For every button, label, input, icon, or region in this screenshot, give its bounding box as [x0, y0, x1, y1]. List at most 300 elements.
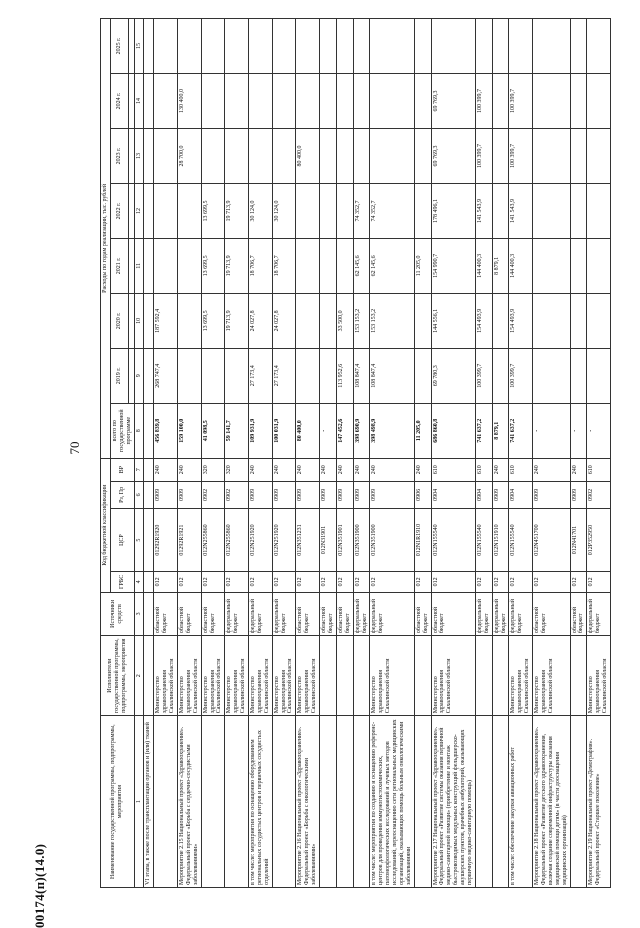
table-cell: 01292R1921	[178, 509, 202, 572]
table-cell: 69 769,3	[431, 129, 475, 184]
table-cell: Министерство здравоохранения Сахалинской области	[272, 636, 296, 716]
table-cell: 0909	[320, 481, 337, 508]
header-name: Наименование государственной программы, подпрограммы, мероприятия	[101, 716, 135, 888]
table-cell: 0909	[296, 481, 320, 508]
table-cell	[320, 348, 337, 403]
table-cell: 012	[201, 572, 225, 593]
table-cell: 154 493,9	[509, 293, 533, 348]
table-cell	[336, 716, 353, 888]
table-cell: 320	[225, 458, 249, 481]
table-cell	[533, 19, 570, 74]
table-cell	[570, 716, 587, 888]
table-cell: 610	[431, 458, 475, 481]
table-cell	[296, 348, 320, 403]
table-cell: 0902	[587, 481, 611, 508]
header-expenses: Расходы по годам реализации, тыс. рублей	[101, 19, 111, 459]
table-body	[144, 19, 611, 888]
table-cell: Мероприятие 2.15 Национальный проект «Здравоохранение». Федеральный проект «Борьба с сердечно-сосудистыми заболеваниями»	[178, 716, 202, 888]
table-cell: областной бюджет	[570, 592, 587, 636]
header-year: 2019 г.	[110, 348, 128, 403]
column-number: 11	[134, 238, 144, 293]
table-cell: 012N31901	[320, 509, 337, 572]
table-cell: -	[320, 403, 337, 458]
header-year: 2024 г.	[110, 74, 128, 129]
table-cell: Министерство здравоохранения Сахалинской области	[249, 636, 273, 716]
table-cell: Министерство здравоохранения Сахалинской области	[509, 636, 533, 716]
table-cell	[296, 74, 320, 129]
table-cell: в том числе: мероприятия по созданию и оснащению референс-центров для проведения иммуногистохимических, патоморфологических исследований и лучевых методов исследований, переоснащению сети региональных медицинских организаций, оказывающих помощь больным онкологическими заболеваниями	[370, 716, 414, 888]
table-cell: федеральный бюджет	[370, 592, 414, 636]
table-cell: 154 493,9	[475, 293, 492, 348]
table-cell	[201, 19, 225, 74]
table-cell: 0909	[353, 481, 370, 508]
table-cell: областной бюджет	[178, 592, 202, 636]
table-cell: 240	[320, 458, 337, 481]
table-cell	[353, 636, 370, 716]
table-row	[353, 19, 370, 888]
header-executor: Исполнители государственной программы, подпрограммы, мероприятия	[101, 636, 135, 716]
column-number: 6	[134, 481, 144, 508]
table-cell	[587, 74, 611, 129]
table-cell	[320, 293, 337, 348]
table-cell	[570, 348, 587, 403]
table-cell: 012N351900	[370, 509, 414, 572]
header-year: 2025 г.	[110, 19, 128, 74]
table-cell: 144 400,3	[509, 238, 533, 293]
column-number: 5	[134, 509, 144, 572]
header-year: 2022 г.	[110, 183, 128, 238]
table-cell	[178, 183, 202, 238]
table-cell	[475, 636, 492, 716]
table-cell: 0906	[414, 481, 431, 508]
table-cell: Мероприятие 2.16 Национальный проект «Здравоохранение». Федеральный проект «Борьба с онкологическими заболеваниями»	[296, 716, 320, 888]
table-cell: 012N255860	[225, 509, 249, 572]
table-cell: 741 637,2	[475, 403, 492, 458]
table-cell: 012	[154, 572, 178, 593]
table-cell: 144 400,3	[475, 238, 492, 293]
table-cell: 398 498,9	[370, 403, 414, 458]
table-cell: 012	[178, 572, 202, 593]
table-cell: 59 141,7	[225, 403, 249, 458]
table-cell	[587, 293, 611, 348]
table-row	[475, 19, 492, 888]
table-cell: 012	[509, 572, 533, 593]
table-cell: 012	[320, 572, 337, 593]
table-cell: 141 543,9	[475, 183, 492, 238]
table-cell: 240	[296, 458, 320, 481]
table-cell	[272, 716, 296, 888]
table-cell	[296, 238, 320, 293]
table-cell: 113 952,6	[336, 348, 353, 403]
table-cell: 012N255860	[201, 509, 225, 572]
header-year: 2021 г.	[110, 238, 128, 293]
table-cell: областной бюджет	[296, 592, 320, 636]
table-cell: 012N155540	[509, 509, 533, 572]
table-cell: 141 543,9	[509, 183, 533, 238]
table-cell	[178, 348, 202, 403]
table-cell: федеральный бюджет	[353, 592, 370, 636]
table-cell	[414, 183, 431, 238]
table-cell: областной бюджет	[533, 592, 570, 636]
table-cell: 28 700,0	[178, 129, 202, 184]
table-cell: 012	[225, 572, 249, 593]
table-cell: федеральный бюджет	[509, 592, 533, 636]
table-cell	[370, 129, 414, 184]
table-cell: 012N251920	[249, 509, 273, 572]
table-cell: федеральный бюджет	[492, 592, 509, 636]
table-cell	[414, 348, 431, 403]
table-cell	[414, 19, 431, 74]
table-cell	[336, 74, 353, 129]
table-cell: 0909	[570, 481, 587, 508]
table-cell: 012	[431, 572, 475, 593]
table-cell: 100 399,7	[475, 348, 492, 403]
table-cell: 80 400,0	[296, 129, 320, 184]
table-cell	[144, 74, 154, 129]
table-cell	[201, 129, 225, 184]
column-number: 13	[134, 129, 144, 184]
table-row	[144, 19, 154, 888]
table-cell	[336, 183, 353, 238]
table-cell: областной бюджет	[414, 592, 431, 636]
column-number: 7	[134, 458, 144, 481]
table-cell: 240	[272, 458, 296, 481]
table-cell: 19 713,9	[225, 293, 249, 348]
table-cell	[533, 348, 570, 403]
table-cell	[144, 481, 154, 508]
table-cell	[570, 293, 587, 348]
table-cell: Министерство здравоохранения Сахалинской области	[533, 636, 570, 716]
column-number: 15	[134, 19, 144, 74]
table-row	[492, 19, 509, 888]
table-cell	[296, 183, 320, 238]
table-cell: VI этапа, в также после трансплантации органов и (или) тканей	[144, 716, 154, 888]
table-cell: 153 153,2	[370, 293, 414, 348]
table-row	[225, 19, 249, 888]
table-cell: 8 879,1	[492, 238, 509, 293]
table-cell: 62 145,6	[370, 238, 414, 293]
header-year: 2020 г.	[110, 293, 128, 348]
table-cell: 100 399,7	[509, 348, 533, 403]
header-vr: ВР	[110, 458, 134, 481]
table-row	[336, 19, 353, 888]
table-cell: 012P352950	[587, 509, 611, 572]
table-cell	[178, 238, 202, 293]
header-grbs: ГРБС	[110, 572, 134, 593]
table-cell: 012	[533, 572, 570, 593]
header-total: всего по государственной программе	[110, 403, 134, 458]
table-cell: 012N351901	[336, 509, 353, 572]
table-cell	[475, 716, 492, 888]
table-cell	[201, 716, 225, 888]
table-cell: 240	[249, 458, 273, 481]
table-cell	[431, 19, 475, 74]
table-cell: федеральный бюджет	[225, 592, 249, 636]
table-cell	[492, 74, 509, 129]
column-number: 2	[134, 636, 144, 716]
table-cell: Министерство здравоохранения Сахалинской области	[587, 636, 611, 716]
table-cell	[533, 74, 570, 129]
table-cell: 159 100,0	[178, 403, 202, 458]
table-cell	[570, 19, 587, 74]
table-cell: 0909	[492, 481, 509, 508]
table-cell	[144, 129, 154, 184]
table-cell: 012	[353, 572, 370, 593]
table-cell: 74 352,7	[370, 183, 414, 238]
table-cell	[225, 74, 249, 129]
table-cell: 012	[370, 572, 414, 593]
table-cell: 456 839,8	[154, 403, 178, 458]
table-cell: 240	[414, 458, 431, 481]
table-cell	[570, 183, 587, 238]
table-cell	[570, 238, 587, 293]
table-cell: 610	[475, 458, 492, 481]
table-cell: 11 205,0	[414, 403, 431, 458]
header-kbk: Код бюджетной классификации	[101, 458, 111, 592]
table-cell	[570, 636, 587, 716]
table-cell	[492, 129, 509, 184]
table-cell: 01292R1920	[154, 509, 178, 572]
document-code: 00174(п)(14.0)	[32, 843, 47, 928]
table-cell: 100 399,7	[475, 74, 492, 129]
table-cell	[272, 74, 296, 129]
table-cell	[370, 74, 414, 129]
table-row	[320, 19, 337, 888]
table-cell: 268 747,4	[154, 348, 178, 403]
table-cell: 0909	[370, 481, 414, 508]
table-cell	[201, 348, 225, 403]
table-row	[154, 19, 178, 888]
table-cell	[320, 74, 337, 129]
table-row	[249, 19, 273, 888]
table-cell: федеральный бюджет	[249, 592, 273, 636]
table-cell	[320, 19, 337, 74]
table-cell	[249, 129, 273, 184]
table-cell: 187 592,4	[154, 293, 178, 348]
table-cell	[144, 238, 154, 293]
table-cell	[225, 129, 249, 184]
table-cell: 240	[570, 458, 587, 481]
column-number: 4	[134, 572, 144, 593]
table-row	[431, 19, 475, 888]
column-number: 3	[134, 592, 144, 636]
table-cell: 240	[154, 458, 178, 481]
table-cell: 012	[296, 572, 320, 593]
header-source: Источники средств	[101, 592, 135, 636]
table-cell	[587, 238, 611, 293]
table-cell: 41 098,5	[201, 403, 225, 458]
table-cell: 012N251920	[272, 509, 296, 572]
table-cell	[154, 183, 178, 238]
table-cell: 144 556,1	[431, 293, 475, 348]
table-cell: 012	[272, 572, 296, 593]
table-cell	[144, 458, 154, 481]
table-cell: 0902	[225, 481, 249, 508]
column-number: 8	[134, 403, 144, 458]
table-cell: -	[570, 403, 587, 458]
column-number: 1	[134, 716, 144, 888]
table-cell	[414, 74, 431, 129]
table-cell: 0909	[272, 481, 296, 508]
table-cell: 0904	[509, 481, 533, 508]
table-cell	[587, 348, 611, 403]
table-cell: 18 706,7	[249, 238, 273, 293]
table-cell: Министерство здравоохранения Сахалинской области	[296, 636, 320, 716]
table-cell: 0909	[336, 481, 353, 508]
table-cell: федеральный бюджет	[587, 592, 611, 636]
table-cell: 012	[336, 572, 353, 593]
table-cell	[587, 19, 611, 74]
table-cell	[533, 129, 570, 184]
table-cell	[570, 129, 587, 184]
table-cell	[336, 19, 353, 74]
table-cell: 108 847,4	[370, 348, 414, 403]
table-cell: 30 124,0	[272, 183, 296, 238]
expenses-table	[100, 18, 611, 888]
table-cell: Мероприятие 2.17 Национальный проект «Здравоохранение». Федеральный проект «Развитие системы оказания первичной медико-санитарной помощи» (приобретение и монтаж быстровозводимых модульных конструкций фельдшерско-акушерских пунктов, врачебных амбулаторий, оказывающих первичную медико-санитарную помощь)	[431, 716, 475, 888]
table-cell	[414, 129, 431, 184]
table-cell: 109 931,9	[249, 403, 273, 458]
table-cell: 610	[509, 458, 533, 481]
table-cell: в том числе: мероприятия по оснащению оборудованием региональных сосудистых центров и первичных сосудистых отделений	[249, 716, 273, 888]
table-cell: -	[587, 403, 611, 458]
table-cell: 69 780,3	[431, 348, 475, 403]
table-cell	[370, 19, 414, 74]
column-number: 9	[134, 348, 144, 403]
table-cell	[154, 716, 178, 888]
table-cell: 012	[475, 572, 492, 593]
table-cell: 0909	[533, 481, 570, 508]
table-cell: 240	[353, 458, 370, 481]
table-cell: федеральный бюджет	[475, 592, 492, 636]
table-row	[414, 19, 431, 888]
table-cell: 686 860,8	[431, 403, 475, 458]
table-cell: 147 452,6	[336, 403, 353, 458]
table-cell: 100 399,7	[509, 74, 533, 129]
table-cell: 741 637,2	[509, 403, 533, 458]
table-cell	[296, 293, 320, 348]
table-cell: 62 145,6	[353, 238, 370, 293]
table-cell: областной бюджет	[431, 592, 475, 636]
table-cell	[249, 19, 273, 74]
table-cell	[509, 19, 533, 74]
table-cell	[570, 74, 587, 129]
table-cell: областной бюджет	[336, 592, 353, 636]
table-cell: Министерство здравоохранения Сахалинской области	[225, 636, 249, 716]
table-cell: областной бюджет	[154, 592, 178, 636]
table-cell	[320, 129, 337, 184]
table-cell: 240	[492, 458, 509, 481]
table-cell	[587, 129, 611, 184]
table-cell: областной бюджет	[201, 592, 225, 636]
table-cell: 100 399,7	[509, 129, 533, 184]
table-cell	[353, 716, 370, 888]
table-cell	[492, 716, 509, 888]
table-cell: 27 173,4	[272, 348, 296, 403]
table-cell	[320, 183, 337, 238]
table-cell: 012N155540	[475, 509, 492, 572]
table-cell: 24 027,8	[272, 293, 296, 348]
table-cell: 30 124,0	[249, 183, 273, 238]
table-cell: федеральный бюджет	[272, 592, 296, 636]
table-cell: 33 500,0	[336, 293, 353, 348]
table-cell	[225, 19, 249, 74]
table-cell	[144, 509, 154, 572]
page-number: 70	[67, 441, 82, 455]
table-cell: 154 990,7	[431, 238, 475, 293]
table-cell: 012N1R1910	[414, 509, 431, 572]
table-cell: 69 769,3	[431, 74, 475, 129]
table-cell	[201, 74, 225, 129]
table-cell	[154, 74, 178, 129]
table-cell	[154, 129, 178, 184]
table-cell	[144, 348, 154, 403]
table-cell	[144, 293, 154, 348]
table-cell: 012N155540	[431, 509, 475, 572]
table-cell	[296, 19, 320, 74]
table-cell	[353, 129, 370, 184]
table-row	[272, 19, 296, 888]
column-number-row	[134, 19, 144, 888]
table-cell	[178, 293, 202, 348]
table-cell	[492, 293, 509, 348]
table-cell: 0909	[249, 481, 273, 508]
table-cell: 012N351231	[296, 509, 320, 572]
table-cell	[225, 716, 249, 888]
table-cell: -	[533, 403, 570, 458]
column-number: 10	[134, 293, 144, 348]
table-cell: 100 399,7	[475, 129, 492, 184]
table-cell: 398 690,9	[353, 403, 370, 458]
table-cell	[533, 238, 570, 293]
header-csr: ЦСР	[110, 509, 134, 572]
table-cell: Мероприятие 2.18 Национальный проект «Здравоохранение». Федеральный проект «Развитие детского здравоохранения, включая создание современной инфраструктуры оказания медицинской помощи детям» (в части дооснащения медицинских организаций)	[533, 716, 570, 888]
table-row	[587, 19, 611, 888]
table-cell	[533, 183, 570, 238]
table-cell: 13 699,5	[201, 238, 225, 293]
header-year: 2023 г.	[110, 129, 128, 184]
table-cell: областной бюджет	[320, 592, 337, 636]
table-cell: 610	[587, 458, 611, 481]
table-row	[201, 19, 225, 888]
table-cell	[144, 572, 154, 593]
table-cell: Мероприятие 2.19 Национальный проект «Демография». Федеральный проект «Старшее поколение»	[587, 716, 611, 888]
table-cell	[336, 238, 353, 293]
table-sheet	[100, 18, 630, 888]
table-cell	[249, 74, 273, 129]
header-rzpr: Рз, Пр	[110, 481, 134, 508]
table-cell	[144, 592, 154, 636]
table-cell: 240	[336, 458, 353, 481]
table-cell	[533, 293, 570, 348]
table-cell	[320, 238, 337, 293]
table-cell: 012	[414, 572, 431, 593]
column-number: 12	[134, 183, 144, 238]
table-cell	[587, 183, 611, 238]
table-cell: 0902	[201, 481, 225, 508]
table-cell: в том числе: обеспечение закупки авиационных работ	[509, 716, 533, 888]
table-cell: 240	[370, 458, 414, 481]
table-cell	[144, 183, 154, 238]
table-cell: 100 031,9	[272, 403, 296, 458]
table-cell: 24 027,8	[249, 293, 273, 348]
table-cell: 18 706,7	[272, 238, 296, 293]
table-cell: 012N451700	[533, 509, 570, 572]
table-cell: 74 352,7	[353, 183, 370, 238]
table-cell: 11 205,0	[414, 238, 431, 293]
table-row	[296, 19, 320, 888]
table-cell: 012	[492, 572, 509, 593]
